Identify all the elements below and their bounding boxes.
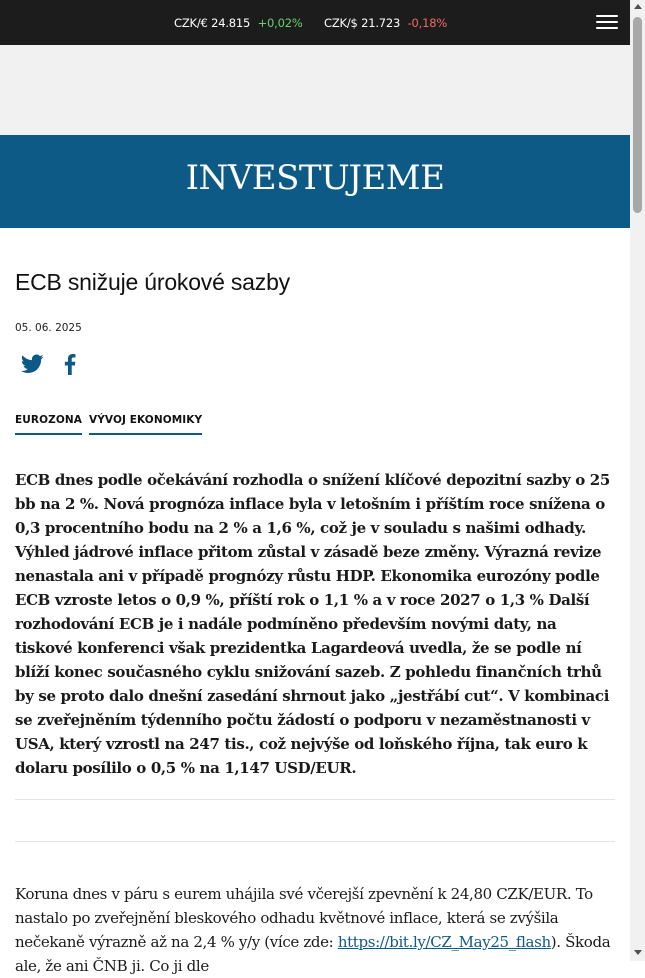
scroll-down-arrow-icon[interactable] [634,950,642,955]
article-paragraph [15,882,615,978]
article-title: ECB snižuje úrokové sazby [15,269,290,295]
site-logo[interactable]: INVESTUJEME [185,158,445,198]
twitter-icon [21,354,44,374]
ticker-eur-change: +0,02% [257,16,303,30]
article-lead-paragraph: ECB dnes podle očekávání rozhodla o snížení klíčové depozitní sazby o 25 bb na 2 %. Nová prognóza inflace byla v letošním i příštím roce snížena o 0,3 procentního bodu na 2 % a 1,6 %, což je v souladu s našimi odhady. Výhled jádrové inflace přitom zůstal v zásadě beze změny. Výrazná revize nenastala ani v případě prognózy růstu HDP. Ekonomika eurozóny podle ECB vzroste letos o 0,9 %, příští rok o 1,1 % a v roce 2027 o 1,3 % Další rozhodování ECB je i nadále podmíněno především novými daty, na tiskové konferenci však prezidentka Lagardeová uvedla, že se podle ní blíží konec současného cyklu snižování sazeb. Z pohledu finančních trhů by se proto dalo dnešní zasedání shrnout jako „jestřábí cut“. V kombinaci se zveřejněním týdenního počtu žádostí o podporu v nezaměstnanosti v USA, který vzrostl na 247 tis., což nejvýše od loňského října, tak euro k dolaru posílilo o 0,5 % na 1,147 USD/EUR. [15,471,610,777]
inflation-flash-link[interactable]: https://bit.ly/CZ_May25_flash [337,933,551,951]
facebook-share-button[interactable] [63,354,77,379]
ticker-usd-change: -0,18% [407,16,448,30]
tag-vyvoj-ekonomiky[interactable]: VÝVOJ EKONOMIKY [89,414,202,435]
twitter-share-button[interactable] [21,354,44,378]
scroll-up-arrow-icon[interactable] [634,4,642,9]
ticker-eur-label: CZK/€ 24.815 [174,16,251,30]
ticker-quote-usd[interactable] [324,16,447,30]
tag-eurozona[interactable]: EUROZONA [15,414,82,435]
ad-placeholder [0,45,630,135]
ticker-quote-eur[interactable] [174,16,303,30]
currency-ticker-bar [0,0,630,45]
article-date: 05. 06. 2025 [15,322,82,334]
vertical-scrollbar[interactable] [630,0,645,961]
ticker-usd-label: CZK/$ 21.723 [324,16,401,30]
paragraph-text-continued: ). Škoda ale, že ani ČNB ji. Co ji dle [15,933,611,975]
scrollbar-thumb[interactable] [633,17,642,213]
divider [15,841,615,842]
paragraph-text: Koruna dnes v páru s eurem uhájila své včerejší zpevnění k 24,80 CZK/EUR. To nastalo po zveřejnění bleskového odhadu květnové inflace, která se zvýšila nečekaně výrazně až na 2,4 % y/y (více zde: [15,885,593,951]
facebook-icon [63,354,77,375]
divider [15,799,615,800]
hamburger-menu-icon[interactable] [596,13,618,31]
